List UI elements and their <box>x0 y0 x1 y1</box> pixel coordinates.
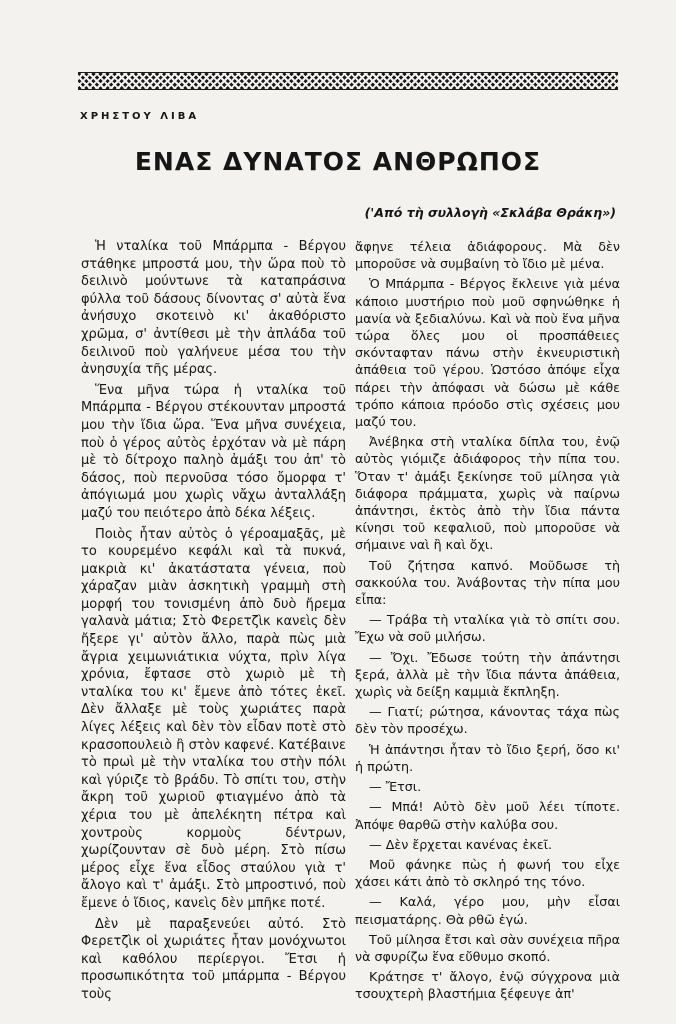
paragraph: Μοῦ φάνηκε πὼς ἡ φωνή του εἶχε χάσει κάτι ἀπὸ τὸ σκληρό της τόνο. <box>355 856 620 890</box>
paragraph: Ποιὸς ἦταν αὐτὸς ὁ γέροαμαξᾶς, μὲ το κουρεμένο κεφάλι καὶ τὰ πυκνά, μακριὰ κι' ἀκατάστατα γένεια, ποὺ χάραζαν μιὰν ἀσκητικὴ γραμμὴ στὴ μορφή του τονισμένη ἀπὸ δυὸ ἤρεμα γαλανὰ μάτια; Στὸ Φερετζὶκ κανεὶς δὲν ἤξερε γι' αὐτὸν ἄλλο, παρὰ πὼς μιὰ ἄγρια χειμωνιάτικια νύχτα, πρὶν λίγα χρόνια, ἔφτασε στὸ χωριὸ μὲ τὴ νταλίκα του κι' ἔμενε ἀπὸ τότες ἐκεῖ. Δὲν ἄλλαξε μὲ τοὺς χωριάτες παρὰ λίγες λέξεις καὶ δὲν τὸν εἶδαν ποτὲ στὸ κρασοπουλειὸ ἢ στὸν καφενέ. Κατέβαινε τὸ πρωὶ μὲ τὴν νταλίκα του στὴν πόλι καὶ γύριζε τὸ βράδυ. Τὸ σπίτι του, στὴν ἄκρη τοῦ χωριοῦ φτιαγμένο ἀπὸ τὰ χέρια του μὲ ἀπελέκητη πέτρα καὶ χοντροὺς κορμοὺς δέντρων, χωρίζουνταν σὲ δυὸ μέρη. Στὸ πίσω μέρος εἶχε ἕνα εἶδος σταύλου γιὰ τ' ἄλογο καὶ τ' ἀμάξι. Στὸ μπροστινό, ποὺ ἔμενε ὁ ἴδιος, κανεὶς δὲν μπῆκε ποτέ. <box>81 526 346 911</box>
left-column <box>81 238 346 1007</box>
paragraph: Ἡ νταλίκα τοῦ Μπάρμπα - Βέργου στάθηκε μπροστά μου, τὴν ὥρα ποὺ τὸ δειλινὸ μούντωνε τὰ καταπράσινα φύλλα τοῦ δάσους δίνοντας σ' αὐτὰ ἕνα ἀνήσυχο σκοτεινὸ κι' ἀκαθόριστο χρῶμα, σ' ἀντίθεσι μὲ τὴν ἀπλάδα τοῦ δειλινοῦ ποὺ γαλήνευε μέσα του τὴν ἀνησυχία τῆς μέρας. <box>81 239 346 378</box>
paragraph: Ἕνα μῆνα τώρα ἡ νταλίκα τοῦ Μπάρμπα - Βέργου στέκουνταν μπροστά μου τὴν ἴδια ὥρα. Ἕνα μῆνα συνέχεια, ποὺ ὁ γέρος αὐτὸς ἐρχόταν νὰ μὲ πάρη μὲ τὸ δίτροχο παληὸ ἀμάξι του ἀπ' τὸ δάσος, ποὺ περνοῦσα τόσο ὄμορφα τ' ἀπόγιωμά μου χωρὶς νἄχω ἀνταλλάξη μαζύ του πειότερο ἀπὸ δέκα λέξεις. <box>81 382 346 521</box>
dialogue-line: — Γιατί; ρώτησα, κάνοντας τάχα πὼς δὲν τὸν προσέχω. <box>355 704 620 737</box>
dialogue-line: — Καλά, γέρο μου, μὴν εἶσαι πεισματάρης. Θὰ ρθῶ ἐγώ. <box>355 894 620 927</box>
paragraph: Ἡ ἀπάντησι ἦταν τὸ ἴδιο ξερή, ὅσο κι' ἡ πρώτη. <box>355 741 620 774</box>
author-name: ΧΡΗΣΤΟΥ ΛΙΒΑ <box>80 111 200 122</box>
right-column <box>355 238 620 1006</box>
dialogue-line: — Δὲν ἔρχεται κανένας ἐκεῖ. <box>369 836 553 852</box>
paragraph: Ἀνέβηκα στὴ νταλίκα δίπλα του, ἐνῷ αὐτὸς γιόμιζε ἀδιάφορος τὴν πίπα του. Ὅταν τ' ἀμάξι ξεκίνησε τοῦ μίλησα γιὰ διάφορα πράμματα, χωρὶς νὰ παίρνω ἀπάντησι, ἐκτὸς ἀπὸ τὴν ἴδια πάντα κίνησι τοῦ κεφαλιοῦ, ποὺ μποροῦσε νὰ σήμαινε ναὶ ἢ καὶ ὄχι. <box>355 434 620 553</box>
source-note: ('Από τὴ συλλογὴ «Σκλάβα Θράκη») <box>364 205 616 220</box>
article-title: ΕΝΑΣ ΔΥΝΑΤΟΣ ΑΝΘΡΩΠΟΣ <box>134 147 542 176</box>
paragraph: ἄφηνε τέλεια ἀδιάφορους. Μὰ δὲν μποροῦσε νὰ συμβαίνη τὸ ἴδιο μὲ μένα. <box>355 239 620 272</box>
dialogue-line: — Μπά! Αὐτὸ δὲν μοῦ λέει τίποτε. Ἀπόψε θαρθῶ στὴν καλύβα σου. <box>355 799 620 832</box>
paragraph: Τοῦ ζήτησα καπνό. Μοῦδωσε τὴ σακκούλα του. Ἀνάβοντας τὴν πίπα μου εἶπα: <box>355 557 620 608</box>
dialogue-line: — Ἔτσι. <box>369 779 422 795</box>
paragraph: Τοῦ μίλησα ἔτσι καὶ σὰν συνέχεια πῆρα νὰ σφυρίζω ἕνα εὔθυμο σκοπό. <box>355 931 620 964</box>
paragraph: Κράτησε τ' ἄλογο, ἐνῷ σύγχρονα μιὰ τσουχτερὴ βλαστήμια ξέφευγε ἀπ' <box>355 969 620 1002</box>
dialogue-line: — Ὄχι. Ἔδωσε τούτη τὴν ἀπάντησι ξερά, ἀλλὰ μὲ τὴν ἴδια πάντα ἀπάθεια, χωρὶς νὰ δείξη καμμιὰ ἔκπληξη. <box>355 649 620 700</box>
decorative-border-band <box>78 72 618 90</box>
dialogue-line: — Τράβα τὴ νταλίκα γιὰ τὸ σπίτι σου. Ἔχω νὰ σοῦ μιλήσω. <box>355 612 620 645</box>
paragraph: Ὁ Μπάρμπα - Βέργος ἔκλεινε γιὰ μένα κάποιο μυστήριο ποὺ μοῦ σφηνώθηκε ἡ μανία νὰ ξεδιαλύνω. Καὶ νὰ ποὺ ἕνα μῆνα τώρα ὅλες μου οἱ προσπάθειες σκόνταφταν πάνω στὴν ἐκνευριστικὴ ἀπάθεια τοῦ γέρου. Ὡστόσο ἀπόψε εἶχα πάρει τὴν ἀπόφασι νὰ δώσω μὲ κάθε τρόπο κάποια πρόοδο στὶς σχέσεις μου μαζύ του. <box>355 276 620 430</box>
paragraph: Δὲν μὲ παραξενεύει αὐτό. Στὸ Φερετζὶκ οἱ χωριάτες ἦταν μονόχνωτοι καὶ καθόλου περίεργοι. Ἔτσι ἡ προσωπικότητα τοῦ μπάρμπα - Βέργου τοὺς <box>81 916 346 1002</box>
